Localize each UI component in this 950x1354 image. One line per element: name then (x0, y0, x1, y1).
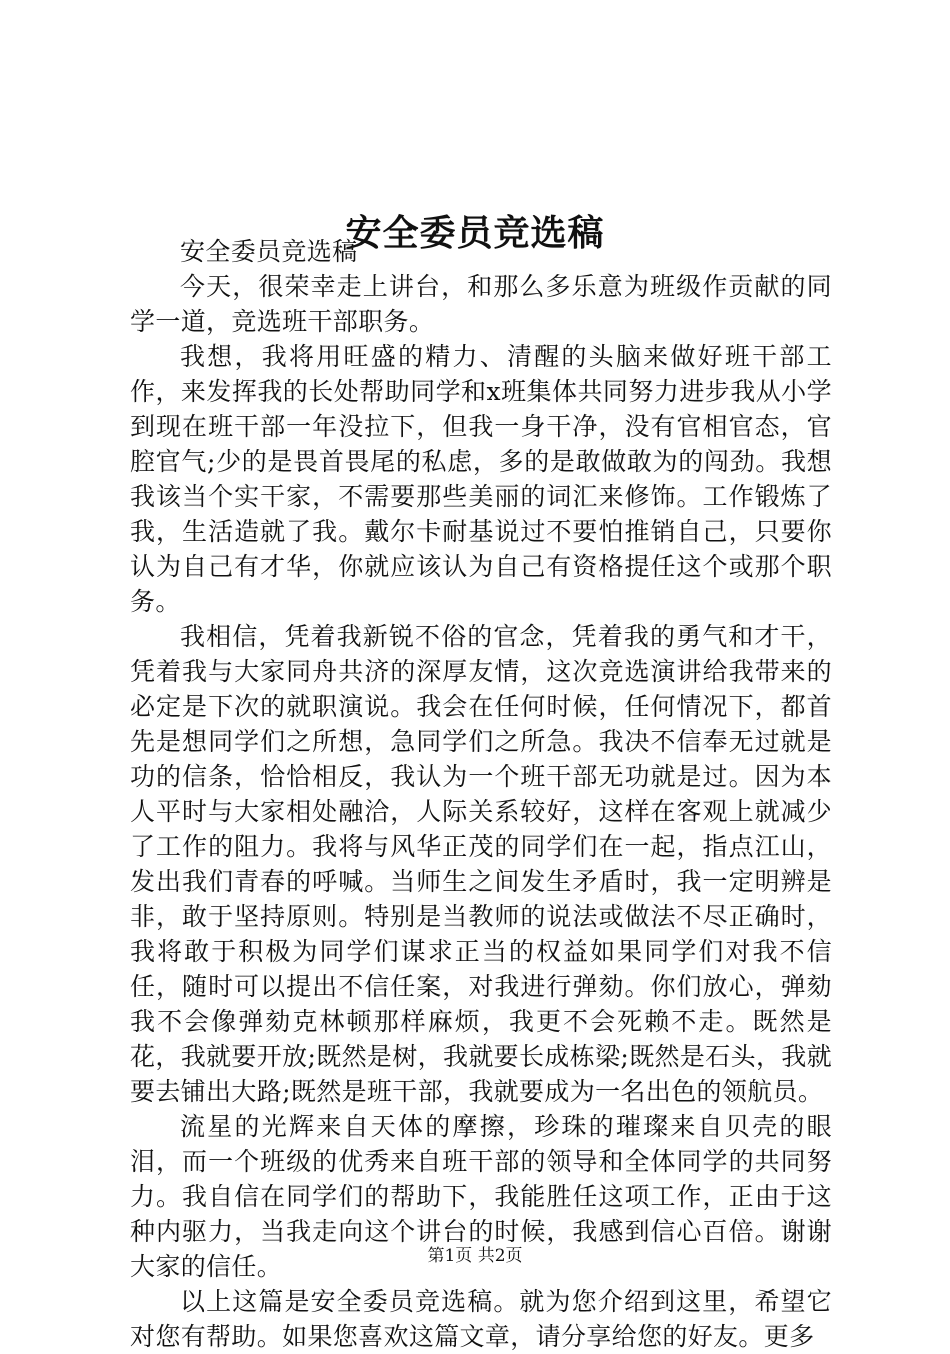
document-body (130, 234, 832, 1354)
paragraph-conclusion: 流星的光辉来自天体的摩擦，珍珠的璀璨来自贝壳的眼泪，而一个班级的优秀来自班干部的领导和全体同学的共同努力。我自信在同学们的帮助下，我能胜任这项工作，正由于这种内驱力，当我走向这个讲台的时候，我感到信心百倍。谢谢大家的信任。 (130, 1112, 832, 1281)
paragraph-subtitle: 安全委员竞选稿 (180, 237, 358, 266)
paragraph-closing-note: 以上这篇是安全委员竞选稿。就为您介绍到这里，希望它对您有帮助。如果您喜欢这篇文章，请分享给您的好友。更多 (130, 1287, 832, 1351)
page-footer: 第1页 共2页 (427, 1246, 523, 1266)
paragraph-commitment: 我想，我将用旺盛的精力、清醒的头脑来做好班干部工作，来发挥我的长处帮助同学和x班集体共同努力进步我从小学到现在班干部一年没拉下，但我一身干净，没有官相官态，官腔官气;少的是畏首畏尾的私虑，多的是敢做敢为的闯劲。我想我该当个实干家，不需要那些美丽的词汇来修饰。工作锻炼了我，生活造就了我。戴尔卡耐基说过不要怕推销自己，只要你认为自己有才华，你就应该认为自己有资格提任这个或那个职务。 (130, 342, 832, 616)
paragraph-promise: 我相信，凭着我新锐不俗的官念，凭着我的勇气和才干，凭着我与大家同舟共济的深厚友情，这次竞选演讲给我带来的必定是下次的就职演说。我会在任何时候，任何情况下，都首先是想同学们之所想，急同学们之所急。我决不信奉无过就是功的信条，恰恰相反，我认为一个班干部无功就是过。因为本人平时与大家相处融洽，人际关系较好，这样在客观上就减少了工作的阻力。我将与风华正茂的同学们在一起，指点江山，发出我们青春的呼喊。当师生之间发生矛盾时，我一定明辨是非，敢于坚持原则。特别是当教师的说法或做法不尽正确时，我将敢于积极为同学们谋求正当的权益如果同学们对我不信任，随时可以提出不信任案，对我进行弹劾。你们放心，弹劾我不会像弹劾克林顿那样麻烦，我更不会死赖不走。既然是花，我就要开放;既然是树，我就要长成栋梁;既然是石头，我就要去铺出大路;既然是班干部，我就要成为一名出色的领航员。 (130, 622, 832, 1106)
page-title: 安全委员竞选稿 (345, 212, 605, 255)
paragraph-intro: 今天，很荣幸走上讲台，和那么多乐意为班级作贡献的同学一道，竞选班干部职务。 (130, 272, 832, 336)
